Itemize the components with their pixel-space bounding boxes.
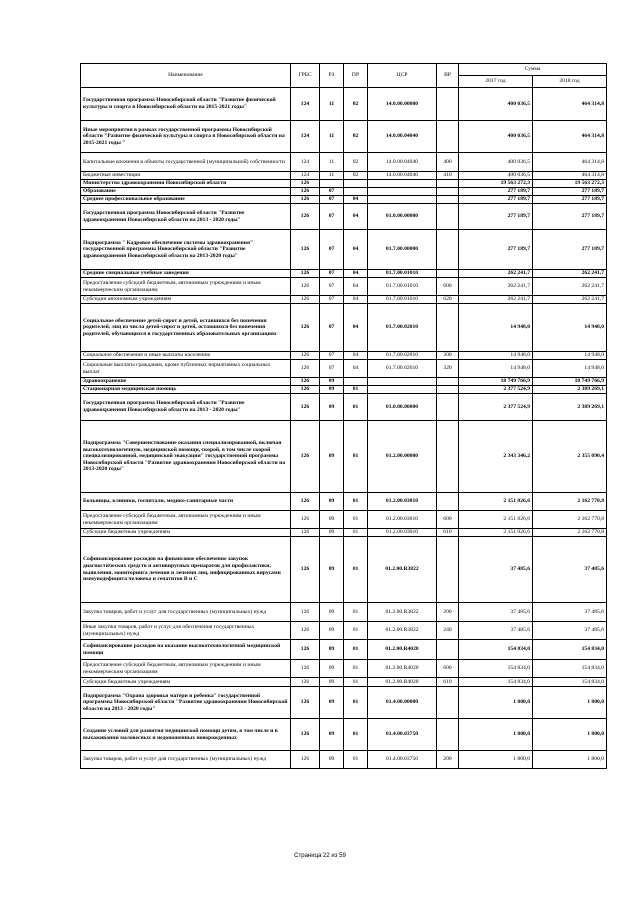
cell-name: Предоставление субсидий бюджетным, автономным учреждениям и иным некоммерческим организациям <box>81 278 291 296</box>
cell-pr: 01 <box>344 511 368 529</box>
cell-vr <box>437 204 459 230</box>
cell-y2017: 277 189,7 <box>459 196 533 204</box>
cell-rz: 07 <box>320 204 344 230</box>
cell-rz: 09 <box>320 719 344 751</box>
table-row <box>81 196 607 204</box>
cell-name: Иные закупки товаров, работ и услуг для обеспечения государственных (муниципальных) нужд <box>81 622 291 640</box>
cell-grbs: 126 <box>291 529 320 537</box>
cell-name: Государственная программа Новосибирской области "Развитие здравоохранения Новосибирской области на 2013 - 2020 годы" <box>81 204 291 230</box>
cell-name: Закупка товаров, работ и услуг для государственных (муниципальных) нужд <box>81 603 291 622</box>
cell-y2018: 277 189,7 <box>533 196 607 204</box>
cell-vr <box>437 304 459 352</box>
table-row <box>81 352 607 360</box>
cell-name: Софинансирование расходов на финансовое обеспечение закупок диагностических средств и антивирусных препаратов для профилактики, выявления, мониторинга лечения и лечения лиц, инфицированных вирусами иммунодефицита человека и гепатитов В и С <box>81 537 291 603</box>
cell-y2017: 400 036,5 <box>459 121 533 153</box>
cell-grbs: 126 <box>291 196 320 204</box>
cell-vr <box>437 537 459 603</box>
cell-name: Здравоохранение <box>81 378 291 386</box>
cell-y2018: 2 162 770,8 <box>533 511 607 529</box>
cell-rz: 09 <box>320 421 344 493</box>
cell-rz: 07 <box>320 270 344 278</box>
cell-name: Среднее профессиональное образование <box>81 196 291 204</box>
cell-y2017: 2 151 026,6 <box>459 511 533 529</box>
header-sum: Сумма <box>459 64 607 76</box>
cell-pr: 01 <box>344 493 368 511</box>
cell-pr: 04 <box>344 360 368 378</box>
cell-grbs: 126 <box>291 204 320 230</box>
cell-grbs: 126 <box>291 296 320 304</box>
cell-y2018: 154 834,0 <box>533 660 607 678</box>
cell-grbs: 126 <box>291 751 320 769</box>
cell-grbs: 126 <box>291 270 320 278</box>
cell-y2017: 1 800,0 <box>459 687 533 719</box>
cell-y2017: 262 241,7 <box>459 296 533 304</box>
table-row <box>81 172 607 180</box>
cell-y2018: 14 948,0 <box>533 360 607 378</box>
cell-name: Субсидии автономным учреждениям <box>81 296 291 304</box>
cell-name: Капитальные вложения в объекты государственной (муниципальной) собственности <box>81 153 291 172</box>
cell-csr: 01.7.00.01010 <box>368 278 437 296</box>
cell-grbs: 126 <box>291 678 320 687</box>
cell-vr <box>437 421 459 493</box>
table-row <box>81 640 607 660</box>
cell-rz: 07 <box>320 230 344 270</box>
cell-y2018: 262 241,7 <box>533 278 607 296</box>
cell-vr: 320 <box>437 360 459 378</box>
cell-y2017: 2 151 026,6 <box>459 529 533 537</box>
cell-y2017: 400 036,5 <box>459 172 533 180</box>
table-row <box>81 511 607 529</box>
header-pr: ПР <box>344 64 368 88</box>
cell-name: Министерство здравоохранения Новосибирской области <box>81 180 291 188</box>
cell-rz: 09 <box>320 687 344 719</box>
cell-csr <box>368 386 437 394</box>
cell-csr: 01.2.00.R4020 <box>368 660 437 678</box>
cell-vr <box>437 493 459 511</box>
table-row <box>81 278 607 296</box>
table-row <box>81 188 607 196</box>
cell-y2018: 277 189,7 <box>533 230 607 270</box>
cell-vr: 600 <box>437 278 459 296</box>
cell-y2017: 1 800,0 <box>459 751 533 769</box>
table-header <box>81 64 607 88</box>
cell-grbs: 126 <box>291 511 320 529</box>
cell-name: Социальные выплаты гражданам, кроме публичных нормативных социальных выплат <box>81 360 291 378</box>
cell-pr: 01 <box>344 537 368 603</box>
cell-vr: 610 <box>437 529 459 537</box>
cell-pr: 01 <box>344 421 368 493</box>
cell-name: Субсидии бюджетным учреждениям <box>81 678 291 687</box>
cell-name: Государственная программа Новосибирской области "Развитие здравоохранения Новосибирской области на 2013 - 2020 годы" <box>81 394 291 421</box>
cell-csr: 01.2.00.03010 <box>368 493 437 511</box>
cell-grbs: 126 <box>291 537 320 603</box>
cell-y2018: 277 189,7 <box>533 188 607 196</box>
cell-grbs: 126 <box>291 603 320 622</box>
cell-y2017: 2 343 346,2 <box>459 421 533 493</box>
cell-name: Образование <box>81 188 291 196</box>
header-2018: 2018 год <box>533 76 607 88</box>
cell-pr <box>344 180 368 188</box>
cell-y2018: 464 314,8 <box>533 153 607 172</box>
cell-csr: 01.2.00.R4020 <box>368 678 437 687</box>
table-row <box>81 537 607 603</box>
cell-pr: 01 <box>344 603 368 622</box>
cell-pr: 01 <box>344 529 368 537</box>
cell-name: Социальное обеспечение детей-сирот и детей, оставшихся без попечения родителей, лиц из числа детей-сирот и детей, оставшихся без попечения родителей, обучающихся в государственных образовательных организациях <box>81 304 291 352</box>
cell-name: Закупка товаров, работ и услуг для государственных (муниципальных) нужд <box>81 751 291 769</box>
cell-pr: 02 <box>344 88 368 121</box>
cell-vr: 200 <box>437 751 459 769</box>
cell-name: Больницы, клиники, госпитали, медико-санитарные части <box>81 493 291 511</box>
cell-y2018: 2 162 770,8 <box>533 493 607 511</box>
cell-y2017: 37 485,6 <box>459 603 533 622</box>
cell-csr: 01.2.00.R3822 <box>368 603 437 622</box>
cell-rz: 09 <box>320 529 344 537</box>
cell-y2017: 400 036,5 <box>459 153 533 172</box>
table-row <box>81 270 607 278</box>
cell-vr: 610 <box>437 678 459 687</box>
cell-vr: 410 <box>437 172 459 180</box>
cell-pr: 04 <box>344 296 368 304</box>
cell-y2017: 18 749 766,9 <box>459 378 533 386</box>
cell-y2018: 262 241,7 <box>533 296 607 304</box>
cell-csr <box>368 180 437 188</box>
cell-vr <box>437 180 459 188</box>
cell-csr: 01.2.00.R4020 <box>368 640 437 660</box>
cell-grbs: 126 <box>291 687 320 719</box>
cell-y2018: 18 749 766,9 <box>533 378 607 386</box>
cell-y2017: 400 036,5 <box>459 88 533 121</box>
cell-csr <box>368 188 437 196</box>
cell-grbs: 124 <box>291 172 320 180</box>
cell-csr: 01.7.00.02010 <box>368 304 437 352</box>
cell-rz: 09 <box>320 640 344 660</box>
table-row <box>81 230 607 270</box>
budget-table <box>80 63 607 769</box>
cell-pr: 02 <box>344 153 368 172</box>
cell-y2017: 2 377 524,9 <box>459 394 533 421</box>
cell-y2018: 1 800,0 <box>533 687 607 719</box>
cell-pr: 02 <box>344 172 368 180</box>
cell-csr <box>368 378 437 386</box>
cell-y2018: 2 162 770,8 <box>533 529 607 537</box>
cell-rz: 09 <box>320 751 344 769</box>
table-row <box>81 493 607 511</box>
cell-grbs: 126 <box>291 230 320 270</box>
cell-csr: 14.0.00.04040 <box>368 172 437 180</box>
cell-vr: 600 <box>437 511 459 529</box>
table-row <box>81 204 607 230</box>
cell-name: Средние специальные учебные заведения <box>81 270 291 278</box>
cell-grbs: 126 <box>291 421 320 493</box>
table-row <box>81 529 607 537</box>
table-row <box>81 603 607 622</box>
cell-csr: 01.4.00.00000 <box>368 687 437 719</box>
cell-y2017: 14 948,0 <box>459 360 533 378</box>
cell-y2017: 262 241,7 <box>459 270 533 278</box>
cell-grbs: 126 <box>291 660 320 678</box>
cell-pr: 01 <box>344 386 368 394</box>
cell-grbs: 126 <box>291 188 320 196</box>
cell-pr: 04 <box>344 204 368 230</box>
cell-vr <box>437 270 459 278</box>
header-rz: РЗ <box>320 64 344 88</box>
cell-rz <box>320 180 344 188</box>
cell-pr: 01 <box>344 660 368 678</box>
cell-vr: 240 <box>437 622 459 640</box>
cell-rz: 09 <box>320 537 344 603</box>
cell-y2017: 19 563 272,3 <box>459 180 533 188</box>
cell-name: Подпрограмма "Совершенствование оказания специализированной, включая высокотехнологичную, медицинской помощи, скорой, в том числе скорой специализированной, медицинской эвакуации" государственной программы Новосибирской области "Развитие здравоохранения Новосибирской области на 2013-2020 годы" <box>81 421 291 493</box>
cell-y2018: 2 389 269,1 <box>533 394 607 421</box>
cell-vr <box>437 121 459 153</box>
cell-vr <box>437 386 459 394</box>
cell-pr: 01 <box>344 394 368 421</box>
cell-name: Подпрограмма "Охрана здоровья матери и ребенка" государственной программы Новосибирской области "Развитие здравоохранения Новосибирской области на 2013 - 2020 годы" <box>81 687 291 719</box>
cell-grbs: 124 <box>291 88 320 121</box>
cell-y2017: 154 834,0 <box>459 640 533 660</box>
cell-y2018: 262 241,7 <box>533 270 607 278</box>
table-row <box>81 296 607 304</box>
cell-vr <box>437 196 459 204</box>
table-row <box>81 121 607 153</box>
cell-pr: 01 <box>344 678 368 687</box>
cell-vr: 300 <box>437 352 459 360</box>
cell-name: Социальное обеспечение и иные выплаты населению <box>81 352 291 360</box>
cell-csr: 01.7.00.02010 <box>368 360 437 378</box>
cell-y2018: 464 314,8 <box>533 88 607 121</box>
table-row <box>81 360 607 378</box>
table-row <box>81 386 607 394</box>
cell-y2018: 154 834,0 <box>533 678 607 687</box>
table-row <box>81 180 607 188</box>
header-name: Наименование <box>81 64 291 88</box>
table-row <box>81 751 607 769</box>
cell-y2018: 2 389 269,1 <box>533 386 607 394</box>
cell-name: Субсидии бюджетным учреждениям <box>81 529 291 537</box>
cell-csr: 01.2.00.03010 <box>368 511 437 529</box>
cell-rz: 11 <box>320 153 344 172</box>
cell-pr: 04 <box>344 304 368 352</box>
cell-name: Бюджетные инвестиции <box>81 172 291 180</box>
cell-y2017: 37 485,6 <box>459 537 533 603</box>
cell-rz: 07 <box>320 278 344 296</box>
cell-y2017: 37 485,6 <box>459 622 533 640</box>
cell-pr: 04 <box>344 230 368 270</box>
cell-name: Предоставление субсидий бюджетным, автономным учреждениям и иным некоммерческим организациям <box>81 660 291 678</box>
cell-pr: 04 <box>344 352 368 360</box>
table-row <box>81 687 607 719</box>
cell-y2018: 277 189,7 <box>533 204 607 230</box>
cell-rz: 07 <box>320 352 344 360</box>
cell-y2017: 14 948,0 <box>459 352 533 360</box>
cell-y2018: 37 485,6 <box>533 622 607 640</box>
cell-csr: 01.7.00.01010 <box>368 296 437 304</box>
cell-csr: 01.2.00.R3822 <box>368 622 437 640</box>
cell-grbs: 126 <box>291 304 320 352</box>
cell-rz: 09 <box>320 660 344 678</box>
cell-vr: 600 <box>437 660 459 678</box>
cell-y2017: 154 834,0 <box>459 660 533 678</box>
cell-y2018: 14 948,0 <box>533 304 607 352</box>
cell-grbs: 126 <box>291 394 320 421</box>
cell-grbs: 126 <box>291 378 320 386</box>
cell-pr: 01 <box>344 640 368 660</box>
cell-grbs: 126 <box>291 493 320 511</box>
cell-grbs: 124 <box>291 121 320 153</box>
cell-pr: 02 <box>344 121 368 153</box>
cell-y2018: 14 948,0 <box>533 352 607 360</box>
cell-y2018: 2 355 090,4 <box>533 421 607 493</box>
table-row <box>81 378 607 386</box>
cell-name: Софинансирование расходов на оказание высокотехнологичной медицинской помощи <box>81 640 291 660</box>
cell-y2017: 2 151 026,6 <box>459 493 533 511</box>
cell-y2017: 277 189,7 <box>459 204 533 230</box>
cell-grbs: 126 <box>291 719 320 751</box>
cell-pr: 04 <box>344 278 368 296</box>
cell-y2018: 37 485,6 <box>533 537 607 603</box>
cell-y2017: 14 948,0 <box>459 304 533 352</box>
cell-csr: 14.0.00.04040 <box>368 153 437 172</box>
cell-grbs: 126 <box>291 360 320 378</box>
table-row <box>81 678 607 687</box>
cell-rz: 11 <box>320 88 344 121</box>
cell-vr <box>437 687 459 719</box>
cell-csr: 01.0.00.00000 <box>368 204 437 230</box>
cell-vr: 400 <box>437 153 459 172</box>
cell-grbs: 126 <box>291 180 320 188</box>
cell-name: Создание условий для развития медицинской помощи детям, в том числе и в выхаживании маловесных и недоношенных новорожденных <box>81 719 291 751</box>
cell-csr: 14.0.00.04040 <box>368 121 437 153</box>
cell-vr <box>437 188 459 196</box>
header-grbs: ГРБС <box>291 64 320 88</box>
cell-y2017: 262 241,7 <box>459 278 533 296</box>
cell-y2018: 37 485,6 <box>533 603 607 622</box>
table-row <box>81 304 607 352</box>
cell-csr: 01.2.00.03010 <box>368 529 437 537</box>
table-row <box>81 622 607 640</box>
cell-rz: 09 <box>320 378 344 386</box>
cell-rz: 09 <box>320 386 344 394</box>
cell-rz: 11 <box>320 172 344 180</box>
cell-name: Предоставление субсидий бюджетным, автономным учреждениям и иным некоммерческим организациям <box>81 511 291 529</box>
cell-y2017: 277 189,7 <box>459 188 533 196</box>
cell-rz: 07 <box>320 360 344 378</box>
cell-y2018: 154 834,0 <box>533 640 607 660</box>
cell-pr: 04 <box>344 196 368 204</box>
table-row <box>81 719 607 751</box>
cell-rz: 09 <box>320 394 344 421</box>
header-2017: 2017 год <box>459 76 533 88</box>
cell-vr <box>437 719 459 751</box>
cell-csr: 01.2.00.00000 <box>368 421 437 493</box>
cell-pr: 01 <box>344 622 368 640</box>
cell-pr: 04 <box>344 270 368 278</box>
table-body <box>81 88 607 769</box>
cell-vr <box>437 640 459 660</box>
cell-csr: 01.7.00.00000 <box>368 230 437 270</box>
cell-y2018: 19 563 272,3 <box>533 180 607 188</box>
cell-vr: 620 <box>437 296 459 304</box>
cell-csr <box>368 196 437 204</box>
cell-rz: 09 <box>320 622 344 640</box>
cell-rz: 09 <box>320 603 344 622</box>
cell-name: Стационарная медицинская помощь <box>81 386 291 394</box>
cell-vr <box>437 230 459 270</box>
cell-y2017: 1 800,0 <box>459 719 533 751</box>
cell-name: Подпрограмма " Кадровое обеспечение системы здравоохранения" государственной программы Новосибирской области "Развитие здравоохранения Новосибирской области на 2013-2020 годы" <box>81 230 291 270</box>
cell-pr: 01 <box>344 719 368 751</box>
cell-csr: 01.7.00.02010 <box>368 352 437 360</box>
table-row <box>81 88 607 121</box>
cell-vr: 200 <box>437 603 459 622</box>
header-csr: ЦСР <box>368 64 437 88</box>
cell-y2018: 464 314,8 <box>533 121 607 153</box>
table-row <box>81 153 607 172</box>
table-row <box>81 394 607 421</box>
cell-csr: 01.4.00.03750 <box>368 751 437 769</box>
cell-y2018: 1 800,0 <box>533 751 607 769</box>
cell-y2017: 277 189,7 <box>459 230 533 270</box>
cell-y2018: 1 800,0 <box>533 719 607 751</box>
table-row <box>81 421 607 493</box>
cell-csr: 01.7.00.01010 <box>368 270 437 278</box>
cell-rz: 09 <box>320 511 344 529</box>
cell-y2017: 154 834,0 <box>459 678 533 687</box>
cell-pr <box>344 378 368 386</box>
table-row <box>81 660 607 678</box>
cell-csr: 01.0.00.00000 <box>368 394 437 421</box>
cell-name: Государственная программа Новосибирской области "Развитие физической культуры и спорта в Новосибирской области на 2015-2021 годы" <box>81 88 291 121</box>
cell-vr <box>437 88 459 121</box>
cell-rz: 09 <box>320 678 344 687</box>
cell-pr: 01 <box>344 751 368 769</box>
cell-rz: 09 <box>320 493 344 511</box>
cell-rz: 11 <box>320 121 344 153</box>
cell-vr <box>437 394 459 421</box>
cell-pr: 01 <box>344 687 368 719</box>
cell-grbs: 126 <box>291 352 320 360</box>
cell-rz: 07 <box>320 304 344 352</box>
cell-pr <box>344 188 368 196</box>
header-vr: ВР <box>437 64 459 88</box>
cell-rz: 07 <box>320 296 344 304</box>
cell-grbs: 126 <box>291 622 320 640</box>
cell-name: Иные мероприятия в рамках государственной программы Новосибирской области "Развитие физической культуры и спорта в Новосибирской области на 2015-2021 годы " <box>81 121 291 153</box>
cell-y2018: 464 314,8 <box>533 172 607 180</box>
cell-vr <box>437 378 459 386</box>
cell-rz: 07 <box>320 196 344 204</box>
cell-rz: 07 <box>320 188 344 196</box>
cell-grbs: 126 <box>291 640 320 660</box>
cell-csr: 01.2.00.R3822 <box>368 537 437 603</box>
cell-grbs: 126 <box>291 386 320 394</box>
page-number: Страница 22 из 59 <box>294 853 346 859</box>
cell-y2017: 2 377 524,9 <box>459 386 533 394</box>
cell-csr: 01.4.00.03750 <box>368 719 437 751</box>
cell-grbs: 124 <box>291 153 320 172</box>
cell-csr: 14.0.00.00000 <box>368 88 437 121</box>
cell-grbs: 126 <box>291 278 320 296</box>
